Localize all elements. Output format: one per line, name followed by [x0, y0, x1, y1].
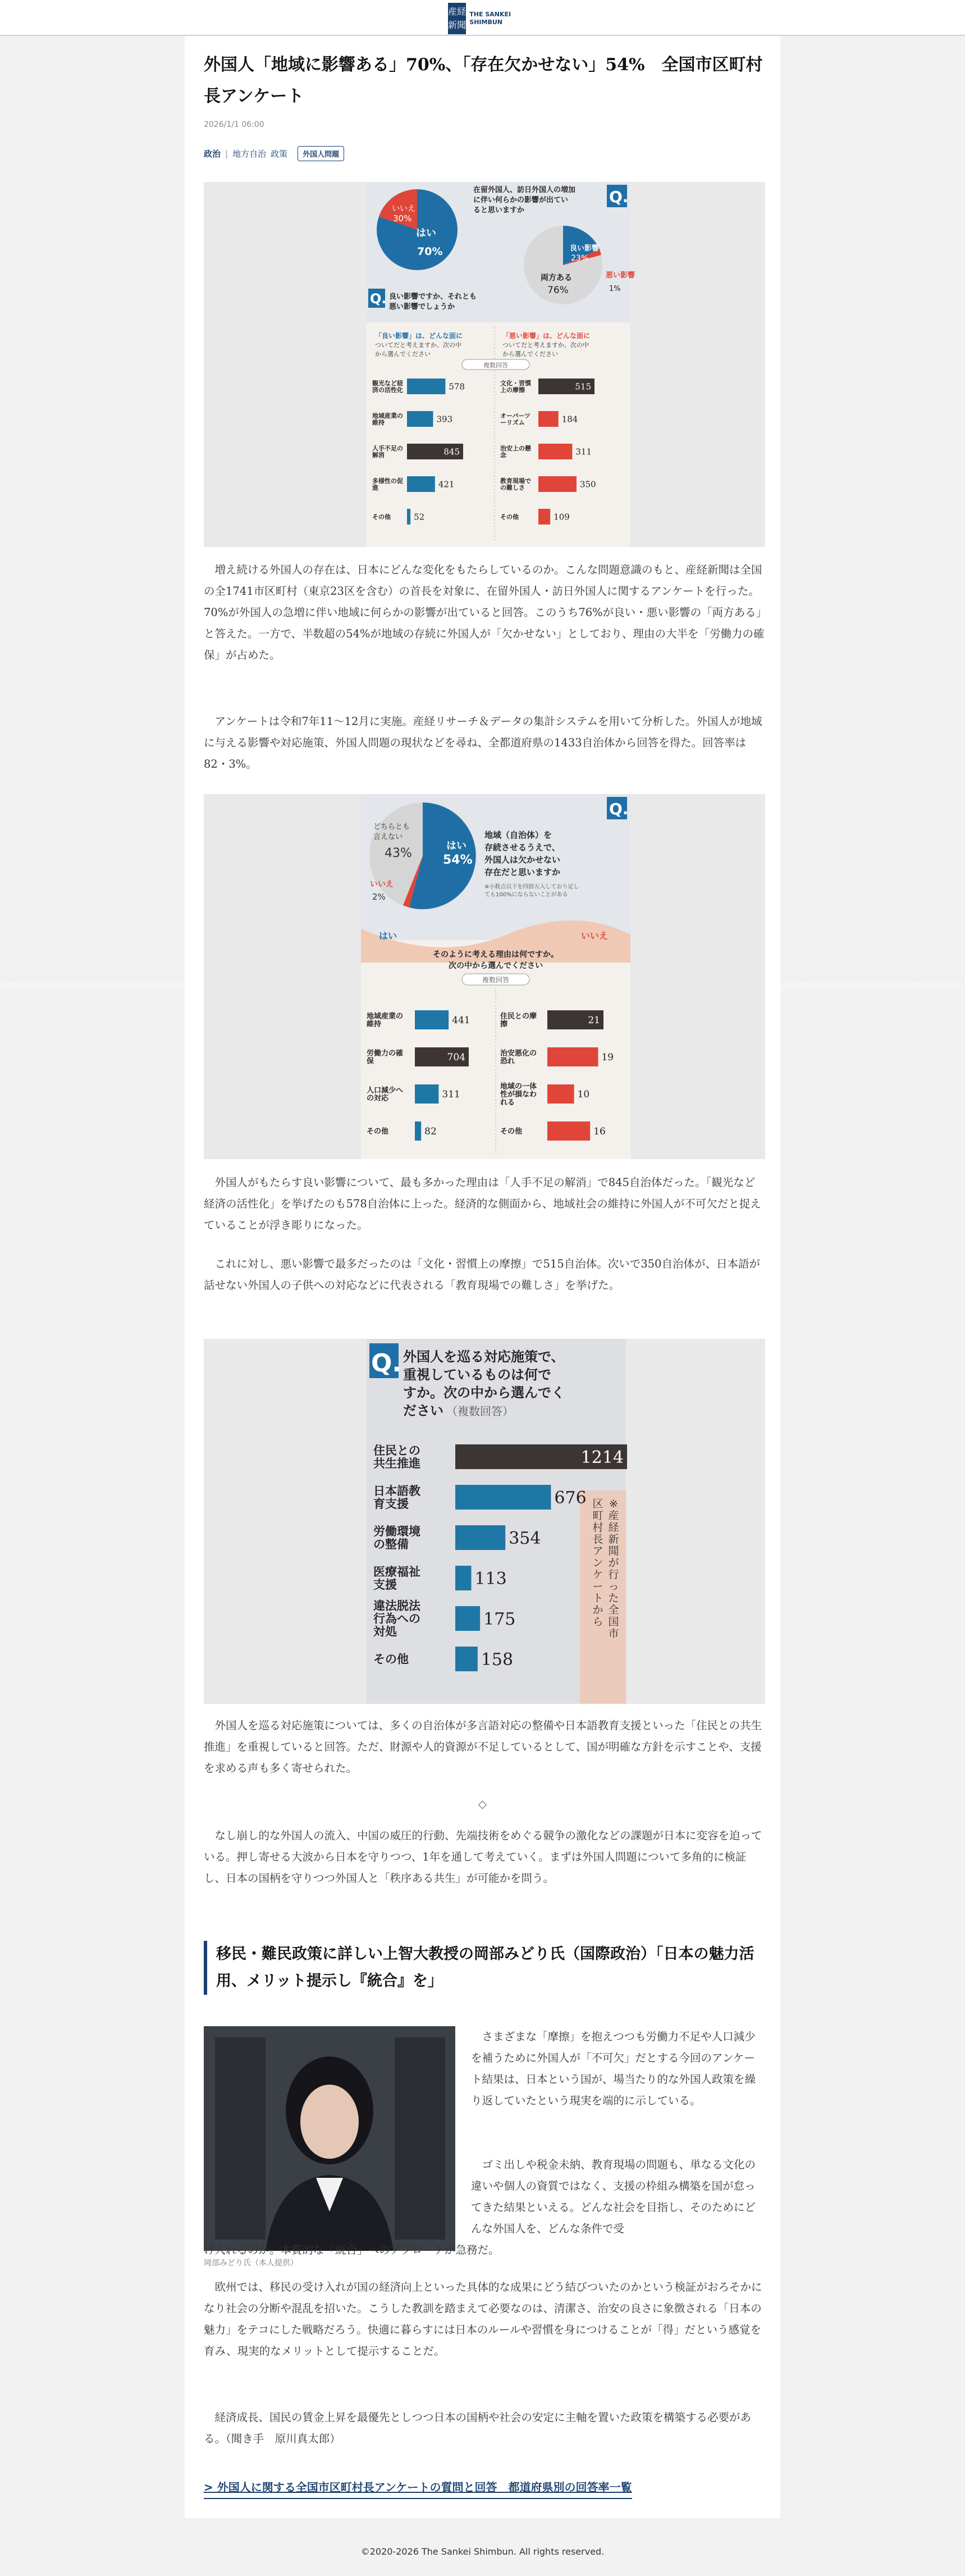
- yes-section-label: はい: [379, 931, 397, 941]
- q4-text-1: 外国人を巡る対応施策で、: [403, 1349, 565, 1365]
- policy-label-2: 労働環境の整備: [373, 1524, 420, 1551]
- yes-reason-value-1: 704: [447, 1052, 465, 1064]
- paragraph-8a: ゴミ出しや税金未納、教育現場の問題も、単なる文化の違いや個人の資質ではなく、支援の枠組み構築を国が怠ってきた結果といえる。どんな社会を目指し、そのためにどんな外国人を、どんな条件で受: [471, 2158, 756, 2235]
- yes-reason-value-2: 311: [442, 1089, 460, 1101]
- yes-reason-label-1: 労働力の確保: [367, 1049, 404, 1066]
- good-bar-4: [407, 509, 410, 525]
- no-reason-value-0: 21: [588, 1015, 600, 1027]
- good-q-1: 「良い影響」は、どんな面に: [375, 332, 463, 340]
- pie-no-pct: 30%: [393, 213, 412, 224]
- note-1: ※小数点以下を四捨五入しており足し: [484, 884, 579, 890]
- source-note-char: 行: [608, 1569, 619, 1581]
- source-note-char: ら: [592, 1616, 603, 1628]
- source-note-char: ン: [592, 1557, 603, 1569]
- q1-text-3: ると思いますか: [473, 206, 525, 215]
- paragraph-2: アンケートは令和7年11～12月に実施。産経リサーチ＆データの集計システムを用いて分析した。外国人が地域に与える影響や対応施策、外国人問題の現状などを尋ね、全都道府県の1433自治体から回答を得た。回答率は82・3%。: [204, 715, 762, 770]
- pie2-no-pct: 2%: [372, 892, 386, 902]
- pie2-yes-pct: 54%: [443, 853, 473, 867]
- pie-no-label: いいえ: [392, 204, 415, 213]
- yes-reason-bar-3: [415, 1121, 421, 1141]
- yes-reason-label-0: 地域産業の維持: [367, 1012, 404, 1029]
- policy-value-0: 1214: [580, 1447, 624, 1467]
- source-note-char: 町: [592, 1510, 603, 1522]
- category-policy-link[interactable]: 政策: [271, 149, 288, 159]
- bad-q-1: 「悪い影響」は、どんな面に: [502, 332, 591, 340]
- policy-label-5: その他: [373, 1652, 409, 1666]
- pie-yes-pct: 70%: [417, 245, 443, 258]
- no-reason-label-1: 治安悪化の恐れ: [500, 1049, 537, 1066]
- source-note-char: ト: [592, 1592, 603, 1604]
- no-reason-label-2: 地域の一体性が損なわれる: [500, 1082, 537, 1107]
- multi-answer-note-3: （複数回答）: [446, 1405, 514, 1418]
- yes-reason-bar-0: [415, 1010, 449, 1029]
- bad-label-4: その他: [500, 513, 519, 521]
- pie-bad-pct: 1%: [609, 285, 621, 293]
- source-note-char: 新: [608, 1533, 619, 1545]
- good-label-1: 地域産業の維持: [372, 412, 403, 426]
- good-label-4: その他: [372, 513, 391, 521]
- bad-value-0: 515: [575, 381, 591, 392]
- policy-infographic: [204, 1339, 765, 1704]
- no-reason-label-3: その他: [500, 1127, 523, 1136]
- bad-bar-3: [538, 476, 577, 492]
- indispensable-infographic: [204, 794, 765, 1159]
- good-q-3: から選んでください: [375, 350, 431, 358]
- q2-text-2: 悪い影響でしょうか: [389, 303, 455, 311]
- bad-value-3: 350: [579, 479, 596, 490]
- category-politics-link[interactable]: 政治: [204, 149, 221, 159]
- policy-bar-3: [455, 1566, 471, 1590]
- no-reason-bar-2: [547, 1084, 574, 1104]
- source-note-char: 村: [592, 1521, 603, 1534]
- good-value-1: 393: [436, 414, 453, 425]
- topic-tag-foreigners[interactable]: 外国人問題: [298, 146, 344, 161]
- bad-bar-1: [538, 411, 559, 427]
- bad-value-4: 109: [554, 512, 570, 522]
- good-label-2: 人手不足の解消: [372, 444, 403, 459]
- bad-label-0: 文化・習慣上の摩擦: [500, 379, 531, 394]
- paragraph-1: 増え続ける外国人の存在は、日本にどんな変化をもたらしているのか。こんな問題意識のもと、産経新聞は全国の全1741市区町村（東京23区を含む）の首長を対象に、在留外国人・訪日外国人に関するアンケートを行った。70%が外国人の急増に伴い地域に何らかの影響が出ていると回答。このうち76%が良い・悪い影響の「両方ある」と答えた。一方で、半数超の54%が地域の存続に外国人が「欠かせない」としており、理由の大半を「労働力の確保」が占めた。: [204, 563, 765, 662]
- pie-both-pct: 76%: [547, 285, 569, 296]
- q4-text-3: すか。次の中から選んでく: [403, 1385, 565, 1401]
- pie-both-label: 両方ある: [541, 273, 572, 282]
- photo-caption: 岡部みどり氏（本人提供）: [204, 2259, 298, 2268]
- good-value-2: 845: [443, 446, 460, 457]
- policy-value-5: 158: [481, 1649, 514, 1670]
- figure-impact-survey: [204, 182, 765, 547]
- source-note-char: か: [592, 1604, 603, 1616]
- article-title: 外国人「地域に影響ある」70%、「存在欠かせない」54% 全国市区町村長アンケート: [204, 55, 763, 106]
- policy-label-1: 日本語教育支援: [373, 1484, 420, 1511]
- pie2-neither-2: 言えない: [373, 833, 403, 841]
- good-q-2: ついてだと考えますか。次の中: [375, 341, 461, 349]
- q-badge-4: Q.: [371, 1349, 402, 1378]
- q3-text-3: 外国人は欠かせない: [484, 855, 561, 865]
- related-survey-link[interactable]: > 外国人に関する全国市区町村長アンケートの質問と回答 都道府県別の回答率一覧: [204, 2478, 632, 2499]
- source-note-char: 経: [608, 1521, 619, 1534]
- good-bar-0: [407, 379, 445, 394]
- paragraph-9: 欧州では、移民の受け入れが国の経済向上といった具体的な成果にどう結びついたのかという検証がおろそかになり社会の分断や混乱を招いた。こうした教訓を踏まえて必要なのは、清潔さ、治安の良さに象徴される「日本の魅力」をテコにした戦略だろう。快適に暮らすには日本のルールや習慣を身につけることが「得」だという感覚を育み、現実的なメリットとして提示することだ。: [204, 2281, 762, 2358]
- no-reason-value-2: 10: [577, 1089, 590, 1101]
- yes-reason-value-0: 441: [452, 1015, 470, 1027]
- paragraph-8b: け入れるのか。本質的な「統合」へのアプローチが急務だ。: [204, 2244, 500, 2256]
- no-reason-label-0: 住民との摩擦: [500, 1012, 537, 1029]
- source-note-char: 国: [608, 1616, 619, 1628]
- policy-bar-4: [455, 1606, 480, 1631]
- yes-reason-label-3: その他: [367, 1127, 389, 1136]
- pie2-no-label: いいえ: [370, 880, 394, 889]
- bad-label-3: 教育現場での難しさ: [500, 477, 531, 491]
- paragraph-5: 外国人を巡る対応施策については、多くの自治体が多言語対応の整備や日本語教育支援といった「住民との共生推進」を重視していると回答。ただ、財源や人的資源が不足しているとして、国が明確な方針を示すことや、支援を求める声も多く寄せられた。: [204, 1719, 762, 1775]
- policy-value-3: 113: [474, 1569, 507, 1589]
- bad-value-1: 184: [561, 414, 578, 425]
- source-note-char: 聞: [608, 1545, 619, 1557]
- paragraph-6: なし崩し的な外国人の流入、中国の威圧的行動、先端技術をめぐる競争の激化などの課題が日本に変容を迫っている。押し寄せる大波から日本を守りつつ、1年を通して考えていく。まずは外国人問題について多角的に検証し、日本の国柄を守りつつ外国人と「秩序ある共生」が可能かを問う。: [204, 1829, 762, 1885]
- bad-q-2: ついてだと考えますか。次の中: [502, 341, 589, 349]
- reason-q-1: そのように考える理由は何ですか。: [433, 950, 559, 959]
- note-2: ても100%にならないことがある: [484, 892, 568, 898]
- q3-text-1: 地域（自治体）を: [484, 830, 552, 840]
- q-badge-2: Q.: [370, 291, 387, 307]
- category-local-gov-link[interactable]: 地方自治: [232, 149, 267, 159]
- q1-text-2: に伴い何らかの影響が出てい: [473, 196, 569, 204]
- no-reason-value-3: 16: [593, 1126, 606, 1138]
- q3-text-2: 存続させるうえで、: [484, 842, 560, 852]
- policy-label-4: 違法脱法行為への対処: [373, 1599, 420, 1639]
- good-value-3: 421: [438, 479, 455, 490]
- good-label-3: 多様性の促進: [372, 477, 403, 491]
- source-note-char: た: [608, 1592, 619, 1604]
- q-badge-1: Q.: [609, 188, 629, 206]
- figure-policy-survey: [204, 1339, 765, 1704]
- pie-bad-label: 悪い影響: [606, 271, 635, 280]
- policy-label-3: 医療福祉支援: [373, 1565, 420, 1592]
- multi-answer-note-1: 複数回答: [483, 362, 508, 369]
- site-header: [0, 0, 965, 36]
- paragraph-7: さまざまな「摩擦」を抱えつつも労働力不足や人口減少を補うために外国人が「不可欠」だとする今回のアンケート結果は、日本という国が、場当たり的な外国人政策を繰り返していたという現実を端的に示している。: [471, 2030, 756, 2107]
- paragraph-10: 経済成長、国民の賃金上昇を最優先としつつ日本の国柄や社会の安定に主軸を置いた政策を構築する必要がある。（聞き手 原川真太郎）: [204, 2411, 752, 2445]
- bad-bar-2: [538, 444, 572, 459]
- policy-value-4: 175: [483, 1609, 516, 1629]
- source-note-char: 産: [608, 1510, 619, 1522]
- q3-text-4: 存在だと思いますか: [484, 867, 561, 877]
- source-note-char: ※: [609, 1498, 618, 1510]
- q4-text-2: 重視しているものは何で: [403, 1367, 551, 1383]
- paragraph-4: これに対し、悪い影響で最多だったのは「文化・習慣上の摩擦」で515自治体。次いで350自治体が、日本語が話せない外国人の子供への対応などに代表される「教育現場での難しさ」を挙げた。: [204, 1257, 760, 1292]
- no-reason-value-1: 19: [601, 1052, 614, 1064]
- good-label-0: 観光など経済の活性化: [372, 379, 403, 394]
- q-badge-3: Q.: [609, 800, 629, 818]
- reason-q-2: 次の中から選んでください: [449, 961, 543, 970]
- q1-text-1: 在留外国人、訪日外国人の増加: [473, 186, 576, 194]
- bad-label-1: オーバーツーリズム: [500, 412, 531, 426]
- policy-bar-1: [455, 1485, 551, 1510]
- no-reason-bar-1: [547, 1047, 598, 1066]
- policy-label-0: 住民との共生推進: [373, 1443, 420, 1470]
- policy-bar-5: [455, 1647, 478, 1671]
- paragraph-3: 外国人がもたらす良い影響について、最も多かった理由は「人手不足の解消」で845自治体だった。「観光など経済の活性化」を挙げたのも578自治体に上った。経済的な側面から、地域社会の維持に外国人が不可欠だと捉えていることが浮き彫りになった。: [204, 1176, 761, 1232]
- bad-bar-4: [538, 509, 550, 525]
- impact-infographic: [204, 182, 765, 547]
- category-separator: |: [225, 148, 228, 159]
- source-note-char: ー: [592, 1580, 603, 1593]
- good-bar-3: [407, 476, 435, 492]
- yes-reason-bar-2: [415, 1084, 438, 1104]
- source-note-char: が: [608, 1557, 619, 1569]
- bad-q-3: から選んでください: [502, 350, 558, 358]
- logo-english: THE SANKEI SHIMBUN: [469, 11, 511, 26]
- no-section-label: いいえ: [581, 931, 609, 941]
- pie-good-label: 良い影響: [570, 244, 600, 253]
- q4-text-4: ださい: [403, 1403, 443, 1419]
- policy-bar-2: [455, 1525, 505, 1550]
- policy-value-1: 676: [554, 1488, 587, 1508]
- source-note-char: 長: [592, 1533, 603, 1545]
- interview-subheading: 移民・難民政策に詳しい上智大教授の岡部みどり氏（国際政治）「日本の魅力活用、メリット提示し『統合』を」: [204, 1941, 765, 1995]
- site-logo[interactable]: [448, 2, 517, 35]
- pie2-yes-label: はい: [446, 840, 467, 852]
- section-divider: ◇: [478, 1797, 487, 1811]
- policy-value-2: 354: [509, 1528, 541, 1548]
- pie2-neither-pct: 43%: [385, 846, 412, 860]
- category-links: [204, 146, 344, 161]
- no-reason-bar-3: [547, 1121, 590, 1141]
- q2-text-1: 良い影響ですか、それとも: [389, 293, 477, 301]
- article: [185, 36, 780, 2518]
- source-note-char: 区: [592, 1498, 603, 1510]
- logo-seal: 産経 新聞: [448, 3, 466, 34]
- interviewee-photo: [204, 2026, 455, 2251]
- source-note-char: 全: [608, 1604, 619, 1616]
- pie-good-pct: 23%: [571, 254, 589, 263]
- source-note-char: 市: [608, 1627, 619, 1640]
- yes-reason-label-2: 人口減少への対応: [367, 1086, 404, 1103]
- source-note-char: ア: [592, 1545, 603, 1557]
- good-value-4: 52: [414, 512, 425, 522]
- multi-answer-note-2: 複数回答: [482, 976, 510, 984]
- good-bar-1: [407, 411, 433, 427]
- good-value-0: 578: [449, 381, 465, 392]
- bad-value-2: 311: [575, 446, 592, 457]
- pie2-neither-1: どちらとも: [373, 823, 410, 831]
- yes-reason-value-3: 82: [424, 1126, 437, 1138]
- pie-yes-label: はい: [416, 227, 436, 239]
- footer-copyright: ©2020-2026 The Sankei Shimbun. All rights reserved.: [360, 2546, 605, 2557]
- source-note-char: ケ: [592, 1569, 603, 1581]
- source-note-char: っ: [608, 1580, 619, 1593]
- portrait-illustration: [204, 2026, 455, 2251]
- figure-indispensable-survey: [204, 794, 765, 1159]
- bad-label-2: 治安上の懸念: [500, 444, 531, 459]
- publish-date: 2026/1/1 06:00: [204, 120, 264, 129]
